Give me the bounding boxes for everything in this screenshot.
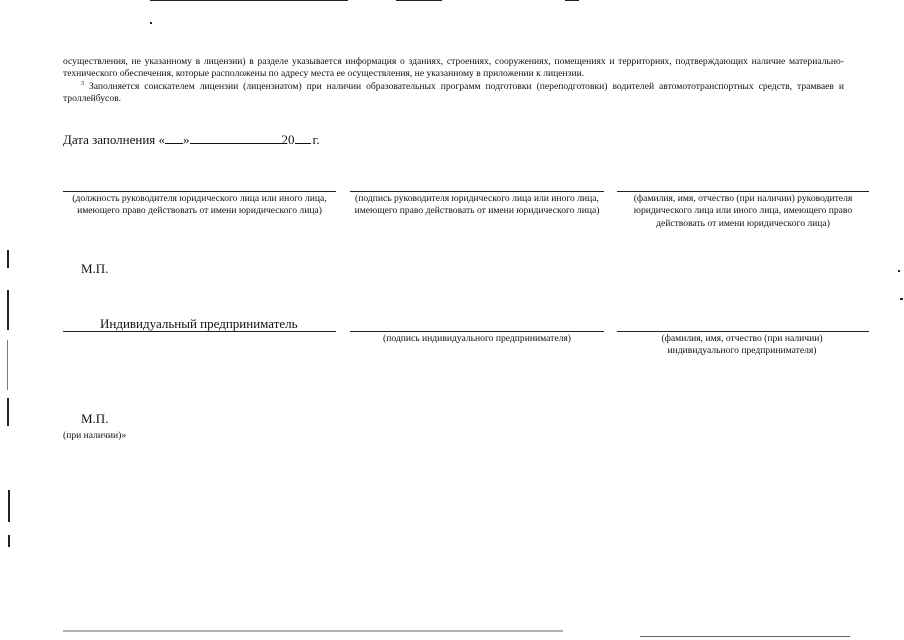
entrepreneur-stamp-note: (при наличии)» [63, 430, 127, 441]
entrepreneur-name-line[interactable] [617, 331, 869, 332]
scan-artifact-left-1 [7, 250, 9, 268]
scan-artifact-left-6 [8, 535, 10, 547]
name-caption: (фамилия, имя, отчество (при наличии) руководителя юридического лица или иного лица, имеющего право действовать от имени юридического лица) [633, 193, 853, 229]
scan-artifact-right-2 [900, 298, 903, 300]
entrepreneur-name-caption: (фамилия, имя, отчество (при наличии) индивидуального предпринимателя) [661, 333, 823, 357]
signature-caption: (подпись руководителя юридического лица или иного лица, имеющего право действовать от имени юридического лица) [354, 193, 600, 217]
position-caption: (должность руководителя юридического лица или иного лица, имеющего право действовать от имени юридического лица) [72, 193, 327, 217]
day-field[interactable] [165, 132, 183, 144]
year-field[interactable] [295, 132, 311, 144]
scan-artifact-left-2 [7, 290, 9, 330]
scan-artifact-left-3 [7, 340, 8, 390]
scan-artifact-right-1 [898, 270, 900, 272]
footnote-3 [63, 81, 844, 104]
scan-artifact-top-3 [565, 0, 579, 1]
scan-artifact-left-4 [7, 398, 9, 426]
entrepreneur-stamp: М.П. [81, 411, 109, 426]
year-suffix: г. [312, 132, 320, 147]
scan-artifact-dot [150, 22, 152, 24]
legal-entity-stamp: М.П. [81, 261, 109, 276]
year-prefix: 20 [281, 132, 295, 147]
footnote-continuation: осуществления, не указанному в лицензии) в разделе указывается информация о зданиях, строениях, сооружениях, помещениях и территориях, подтверждающих наличие материально-технического обеспечения, которые расположены по адресу места ее осуществления, не указанному в приложении к лицензии. [63, 56, 844, 79]
date-label: Дата заполнения « [63, 132, 166, 147]
entrepreneur-signature-line[interactable] [350, 331, 604, 332]
footnote-3-marker: 3 [81, 81, 84, 87]
scan-artifact-bottom-2 [63, 630, 563, 632]
scan-artifact-bottom-1 [640, 636, 850, 637]
entrepreneur-line[interactable] [63, 331, 336, 332]
signature-line[interactable] [350, 191, 604, 192]
name-line[interactable] [617, 191, 869, 192]
date-fill-line [63, 132, 320, 148]
entrepreneur-signature-caption: (подпись индивидуального предпринимателя) [383, 333, 571, 344]
footnote-3-text: Заполняется соискателем лицензии (лицензиатом) при наличии образовательных программ подготовки (переподготовки) водителей автомототранспортных средств, трамваев и троллейбусов. [63, 81, 844, 104]
month-field[interactable] [190, 132, 282, 144]
date-close-quote: » [183, 132, 190, 147]
entrepreneur-label: Индивидуальный предприниматель [100, 316, 298, 331]
scan-artifact-left-5 [8, 490, 10, 522]
position-line[interactable] [63, 191, 336, 192]
scan-artifact-top-2 [396, 0, 442, 1]
scan-artifact-top-1 [150, 0, 348, 1]
